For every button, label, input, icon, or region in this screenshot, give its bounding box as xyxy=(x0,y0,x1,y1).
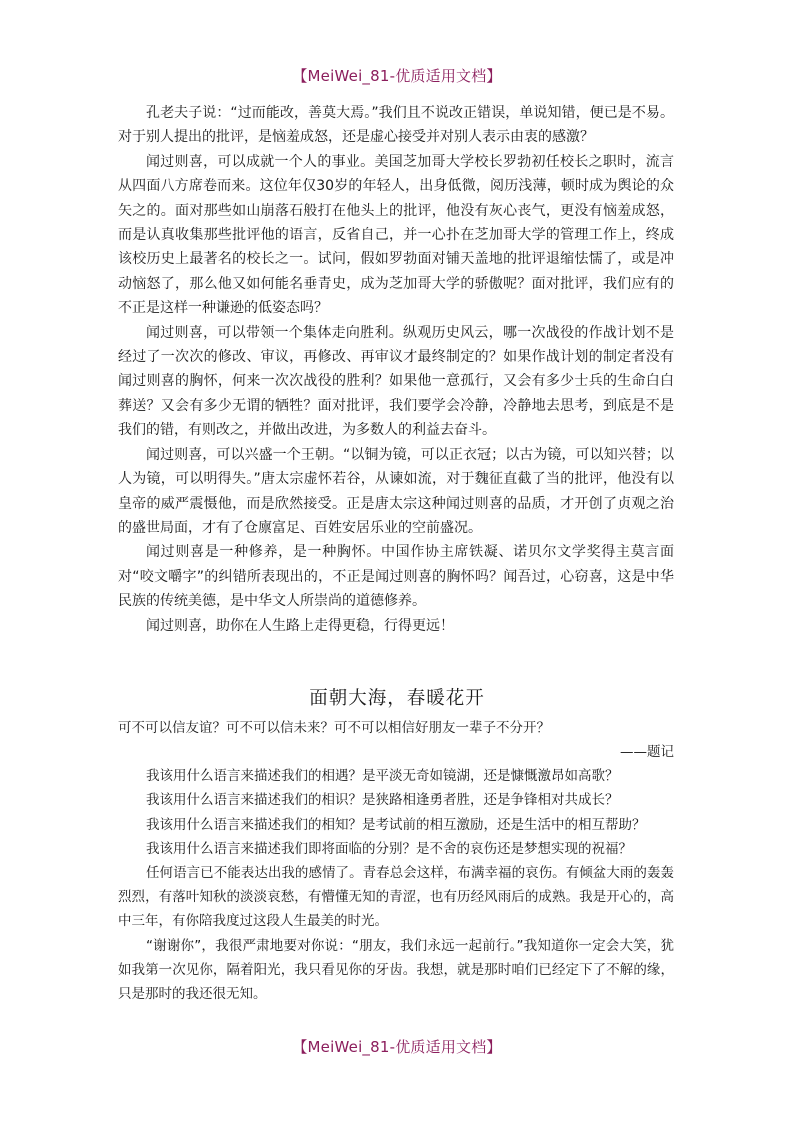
essay-2-title: 面朝大海，春暖花开 xyxy=(309,688,485,709)
essay-1-paragraph-5: 闻过则喜是一种修养，是一种胸怀。中国作协主席铁凝、诺贝尔文学奖得主莫言面对“咬文嚼字”的纠错所表现出的，不正是闻过则喜的胸怀吗？闻吾过，心窃喜，这是中华民族的传统美德，是中华文人所崇尚的道德修养。 xyxy=(118,544,674,610)
essay-1-paragraph-3: 闻过则喜，可以带领一个集体走向胜利。纵观历史风云，哪一次战役的作战计划不是经过了一次次的修改、审议，再修改、再审议才最终制定的？如果作战计划的制定者没有闻过则喜的胸怀，何来一次次战役的胜利？如果他一意孤行，又会有多少士兵的生命白白葬送？又会有多少无谓的牺牲？面对批评，我们要学会冷静，冷静地去思考，到底是不是我们的错，有则改之，并做出改进，为多数人的利益去奋斗。 xyxy=(118,324,674,439)
essay-1-body xyxy=(118,101,674,638)
question-line-1: 我该用什么语言来描述我们的相遇？是平淡无奇如镜湖，还是慷慨激昂如高歌？ xyxy=(146,768,619,785)
essay-1-paragraph-6: 闻过则喜，助你在人生路上走得更稳，行得更远！ xyxy=(146,617,454,634)
essay-1-paragraph-4: 闻过则喜，可以兴盛一个王朝。“以铜为镜，可以正衣冠；以古为镜，可以知兴替；以人为镜，可以明得失。”唐太宗虚怀若谷，从谏如流，对于魏征直截了当的批评，他没有以皇帝的威严震慑他，而是欣然接受。正是唐太宗这种闻过则喜的品质，才开创了贞观之治的盛世局面，才有了仓廪富足、百姓安居乐业的空前盛况。 xyxy=(118,446,674,536)
epigraph-signature: ——题记 xyxy=(620,744,674,761)
question-line-2: 我该用什么语言来描述我们的相识？是狭路相逢勇者胜，还是争锋相对共成长？ xyxy=(146,792,619,809)
question-line-4: 我该用什么语言来描述我们即将面临的分别？是不舍的哀伤还是梦想实现的祝福？ xyxy=(146,840,632,857)
epigraph: 可不可以信友谊？可不可以信未来？可不可以相信好朋友一辈子不分开？ xyxy=(118,720,550,736)
essay-1-paragraph-1: 孔老夫子说：“过而能改，善莫大焉。”我们且不说改正错误，单说知错，便已是不易。对于别人提出的批评，是恼羞成怒，还是虚心接受并对别人表示由衷的感激？ xyxy=(118,105,674,146)
essay-1-paragraph-2: 闻过则喜，可以成就一个人的事业。美国芝加哥大学校长罗勃初任校长之职时，流言从四面八方席卷而来。这位年仅30岁的年轻人，出身低微，阅历浅薄，顿时成为舆论的众矢之的。面对那些如山崩落石般打在他头上的批评，他没有灰心丧气，更没有恼羞成怒，而是认真收集那些批评他的语言，反省自己，并一心扑在芝加哥大学的管理工作上，终成该校历史上最著名的校长之一。试问，假如罗勃面对铺天盖地的批评退缩怯懦了，或是冲动恼怒了，那么他又如何能名垂青史，成为芝加哥大学的骄傲呢？面对批评，我们应有的不正是这样一种谦逊的低姿态吗？ xyxy=(118,153,674,317)
question-line-3: 我该用什么语言来描述我们的相知？是考试前的相互激励，还是生活中的相互帮助？ xyxy=(146,816,646,833)
essay-2-body xyxy=(118,716,674,1006)
essay-2-paragraph-thanks: “谢谢你”，我很严肃地要对你说：“朋友，我们永远一起前行。”我知道你一定会大笑，犹如我第一次见你，隔着阳光，我只看见你的牙齿。我想，就是那时咱们已经定下了不解的缘，只是那时的我还很无知。 xyxy=(118,937,674,1003)
essay-2-paragraph-feelings: 任何语言已不能表达出我的感情了。青春总会这样，布满幸福的哀伤。有倾盆大雨的轰轰烈烈，有落叶知秋的淡淡哀愁，有懵懂无知的青涩，也有历经风雨后的成熟。我是开心的，高中三年，有你陪我度过这段人生最美的时光。 xyxy=(118,865,674,930)
page-header-watermark: 【MeiWei_81-优质适用文档】 xyxy=(292,67,502,85)
page-footer-watermark: 【MeiWei_81-优质适用文档】 xyxy=(292,1038,502,1056)
